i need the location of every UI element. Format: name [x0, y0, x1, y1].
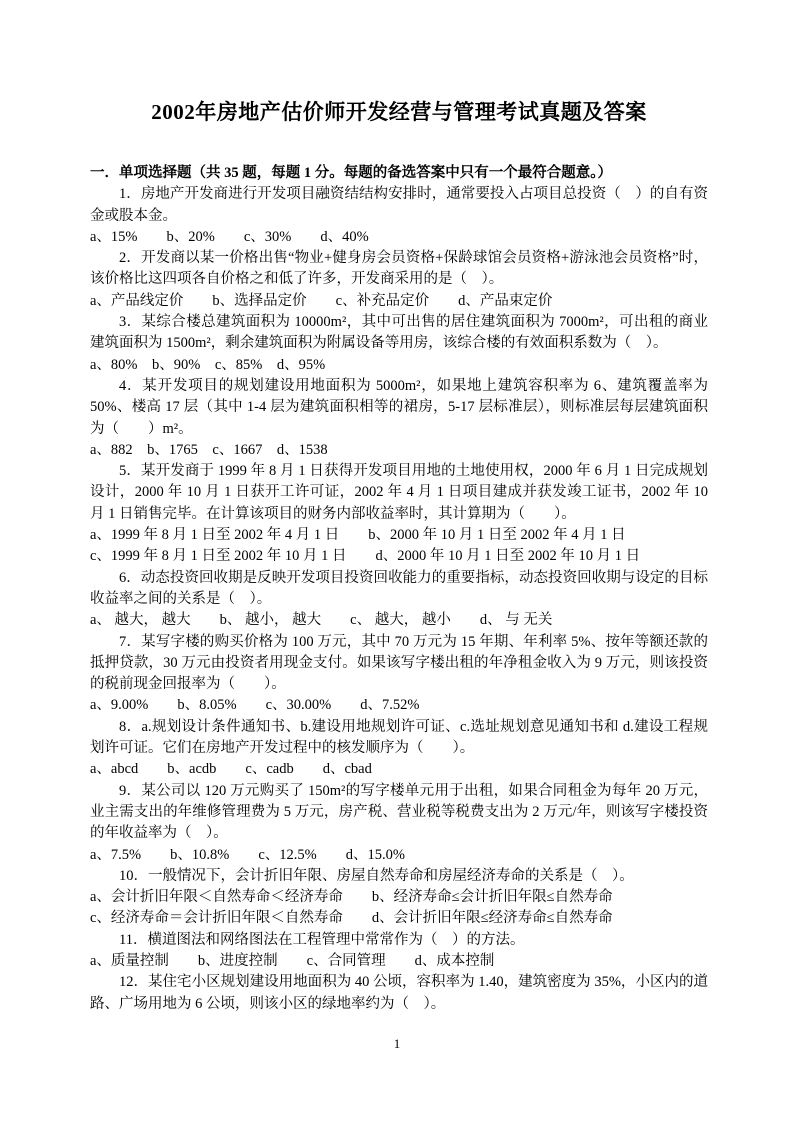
question-7 [90, 632, 708, 717]
question-1 [90, 184, 708, 248]
question-2 [90, 248, 708, 312]
question-6 [90, 568, 708, 632]
option-line: a、产品线定价 b、选择品定价 c、补充品定价 d、产品束定价 [90, 292, 553, 309]
question-stem: 8．a.规划设计条件通知书、b.建设用地规划许可证、c.选址规划意见通知书和 d.建设工程规划许可证。它们在房地产开发过程中的核发顺序为（ ）。 [90, 718, 708, 757]
question-8 [90, 717, 708, 781]
option-line: c、经济寿命＝会计折旧年限＜自然寿命 d、会计折旧年限≤经济寿命≤自然寿命 [90, 910, 613, 927]
question-stem: 1．房地产开发商进行开发项目融资结结构安排时，通常要投入占项目总投资（ ）的自有资金或股本金。 [90, 186, 708, 224]
document-title: 2002年房地产估价师开发经营与管理考试真题及答案 [151, 100, 647, 124]
option-line: a、80% b、90% c、85% d、95% [90, 356, 326, 373]
option-line: a、882 b、1765 c、1667 d、1538 [90, 441, 328, 458]
question-stem: 5．某开发商于 1999 年 8 月 1 日获得开发项目用地的土地使用权，2000 年 6 月 1 日完成规划设计，2000 年 10 月 1 日获开工许可证，2002 年 4 月 1 日项目建成并获发竣工证书，2002 年 10 月 1 日销售完毕。在计算该项目的财务内部收益率时，其计算期为（ ）。 [90, 463, 708, 522]
question-stem: 2．开发商以某一价格出售“物业+健身房会员资格+保龄球馆会员资格+游泳池会员资格”时，该价格比这四项各自价格之和低了许多，开发商采用的是（ ）。 [90, 250, 708, 288]
question-5 [90, 461, 708, 567]
option-line: a、质量控制 b、进度控制 c、合同管理 d、成本控制 [90, 952, 495, 969]
option-line: a、7.5% b、10.8% c、12.5% d、15.0% [90, 846, 405, 863]
question-3 [90, 312, 708, 376]
option-line: a、1999 年 8 月 1 日至 2002 年 4 月 1 日 b、2000 年 10 月 1 日至 2002 年 4 月 1 日 [90, 527, 626, 544]
question-9 [90, 781, 708, 866]
option-line: a、会计折旧年限＜自然寿命＜经济寿命 b、经济寿命≤会计折旧年限≤自然寿命 [90, 889, 613, 906]
question-10 [90, 866, 708, 930]
question-stem: 3．某综合楼总建筑面积为 10000m²，其中可出售的居住建筑面积为 7000m²，可出租的商业建筑面积为 1500m²，剩余建筑面积为附属设备等用房，该综合楼的有效面积系数为（ ）。 [90, 314, 708, 352]
question-stem: 10．一般情况下，会计折旧年限、房屋自然寿命和房屋经济寿命的关系是（ ）。 [119, 867, 634, 884]
question-4 [90, 376, 708, 461]
option-line: a、abcd b、acdb c、cadb d、cbad [90, 761, 372, 778]
question-stem: 4．某开发项目的规划建设用地面积为 5000m²，如果地上建筑容积率为 6、建筑覆盖率为 50%、楼高 17 层（其中 1-4 层为建筑面积相等的裙房，5-17 层标准层），则标准层每层建筑面积为（ ）m²。 [90, 377, 708, 437]
page-number: 1 [393, 1036, 401, 1051]
question-11 [90, 930, 708, 973]
question-stem: 9．某公司以 120 万元购买了 150m²的写字楼单元用于出租，如果合同租金为每年 20 万元，业主需支出的年维修管理费为 5 万元，房产税、营业税等税费支出为 2 万元/年，则该写字楼投资的年收益率为（ ）。 [90, 782, 708, 842]
question-stem: 11．横道图法和网络图法在工程管理中常常作为（ ）的方法。 [119, 931, 525, 948]
option-line: a、9.00% b、8.05% c、30.00% d、7.52% [90, 697, 420, 714]
page-content [90, 97, 708, 1015]
question-stem: 6．动态投资回收期是反映开发项目投资回收能力的重要指标，动态投资回收期与设定的目标收益率之间的关系是（ ）。 [90, 569, 708, 607]
option-line: a、15% b、20% c、30% d、40% [90, 228, 369, 245]
section-heading: 一．单项选择题（共 35 题，每题 1 分。每题的备选答案中只有一个最符合题意。） [90, 165, 612, 181]
question-12 [90, 972, 708, 1015]
option-line: c、1999 年 8 月 1 日至 2002 年 10 月 1 日 d、2000 年 10 月 1 日至 2002 年 10 月 1 日 [90, 548, 641, 565]
question-stem: 12．某住宅小区规划建设用地面积为 40 公顷，容积率为 1.40，建筑密度为 35%，小区内的道路、广场用地为 6 公顷，则该小区的绿地率约为（ ）。 [90, 974, 708, 1012]
option-line: a、 越大， 越大 b、 越小， 越大 c、 越大， 越小 d、 与 无关 [90, 612, 553, 629]
question-stem: 7．某写字楼的购买价格为 100 万元，其中 70 万元为 15 年期、年利率 5%、按年等额还款的抵押贷款，30 万元由投资者用现金支付。如果该写字楼出租的年净租金收入为 9 万元，则该投资的税前现金回报率为（ ）。 [90, 633, 708, 693]
